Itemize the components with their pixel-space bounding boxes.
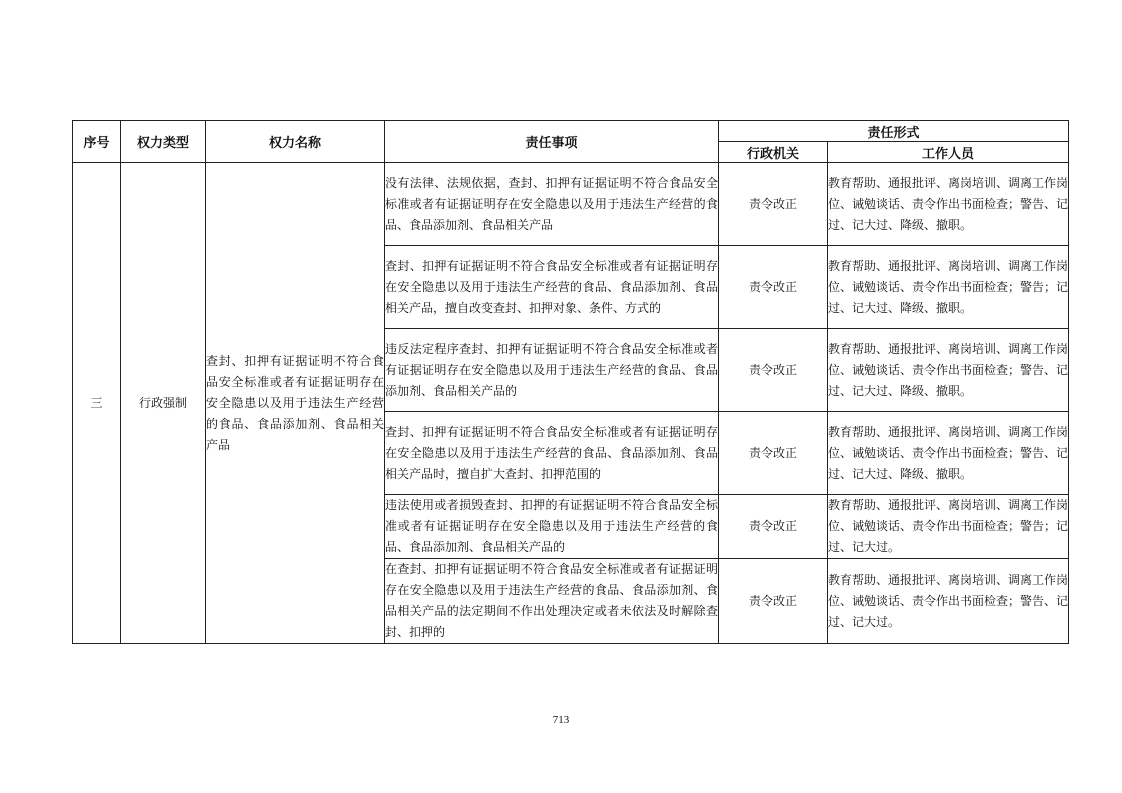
header-agency: 行政机关 <box>719 142 828 163</box>
row-power-type: 行政强制 <box>121 163 206 644</box>
responsibility-matter: 查封、扣押有证据证明不符合食品安全标准或者有证据证明存在安全隐患以及用于违法生产经营的食品、食品添加剂、食品相关产品，擅自改变查封、扣押对象、条件、方式的 <box>385 246 719 329</box>
staff-penalty: 教育帮助、通报批评、离岗培训、调离工作岗位、诫勉谈话、责令作出书面检查；警告、记过、记大过、降级、撤职。 <box>828 412 1069 495</box>
table-row <box>73 163 1069 246</box>
agency-penalty: 责令改正 <box>719 412 828 495</box>
page-number: 713 <box>552 714 570 726</box>
responsibility-matter: 在查封、扣押有证据证明不符合食品安全标准或者有证据证明存在安全隐患以及用于违法生产经营的食品、食品添加剂、食品相关产品的法定期间不作出处理决定或者未依法及时解除查封、扣押的 <box>385 559 719 644</box>
responsibility-matter: 违反法定程序查封、扣押有证据证明不符合食品安全标准或者有证据证明存在安全隐患以及用于违法生产经营的食品、食品添加剂、食品相关产品的 <box>385 329 719 412</box>
staff-penalty: 教育帮助、通报批评、离岗培训、调离工作岗位、诫勉谈话、责令作出书面检查；警告；记过、记大过、降级、撤职。 <box>828 246 1069 329</box>
agency-penalty: 责令改正 <box>719 559 828 644</box>
staff-penalty: 教育帮助、通报批评、离岗培训、调离工作岗位、诫勉谈话、责令作出书面检查；警告、记过、记大过、降级、撤职。 <box>828 163 1069 246</box>
agency-penalty: 责令改正 <box>719 246 828 329</box>
agency-penalty: 责令改正 <box>719 495 828 559</box>
staff-penalty: 教育帮助、通报批评、离岗培训、调离工作岗位、诫勉谈话、责令作出书面检查；警告、记过、记大过。 <box>828 559 1069 644</box>
responsibility-matter: 没有法律、法规依据，查封、扣押有证据证明不符合食品安全标准或者有证据证明存在安全隐患以及用于违法生产经营的食品、食品添加剂、食品相关产品 <box>385 163 719 246</box>
staff-penalty: 教育帮助、通报批评、离岗培训、调离工作岗位、诫勉谈话、责令作出书面检查；警告；记过、记大过。 <box>828 495 1069 559</box>
row-power-name: 查封、扣押有证据证明不符合食品安全标准或者有证据证明存在安全隐患以及用于违法生产经营的食品、食品添加剂、食品相关产品 <box>206 163 385 644</box>
agency-penalty: 责令改正 <box>719 163 828 246</box>
responsibility-matter: 查封、扣押有证据证明不符合食品安全标准或者有证据证明存在安全隐患以及用于违法生产经营的食品、食品添加剂、食品相关产品时，擅自扩大查封、扣押范围的 <box>385 412 719 495</box>
staff-penalty: 教育帮助、通报批评、离岗培训、调离工作岗位、诫勉谈话、责令作出书面检查；警告、记过、记大过、降级、撤职。 <box>828 329 1069 412</box>
header-power-name: 权力名称 <box>206 121 385 163</box>
responsibility-table <box>72 120 1069 644</box>
agency-penalty: 责令改正 <box>719 329 828 412</box>
header-staff: 工作人员 <box>828 142 1069 163</box>
responsibility-matter: 违法使用或者损毁查封、扣押的有证据证明不符合食品安全标准或者有证据证明存在安全隐患以及用于违法生产经营的食品、食品添加剂、食品相关产品的 <box>385 495 719 559</box>
header-power-type: 权力类型 <box>121 121 206 163</box>
header-responsibility-form: 责任形式 <box>719 121 1069 142</box>
header-responsibility-matter: 责任事项 <box>385 121 719 163</box>
row-seq: 三 <box>73 163 121 644</box>
header-seq: 序号 <box>73 121 121 163</box>
